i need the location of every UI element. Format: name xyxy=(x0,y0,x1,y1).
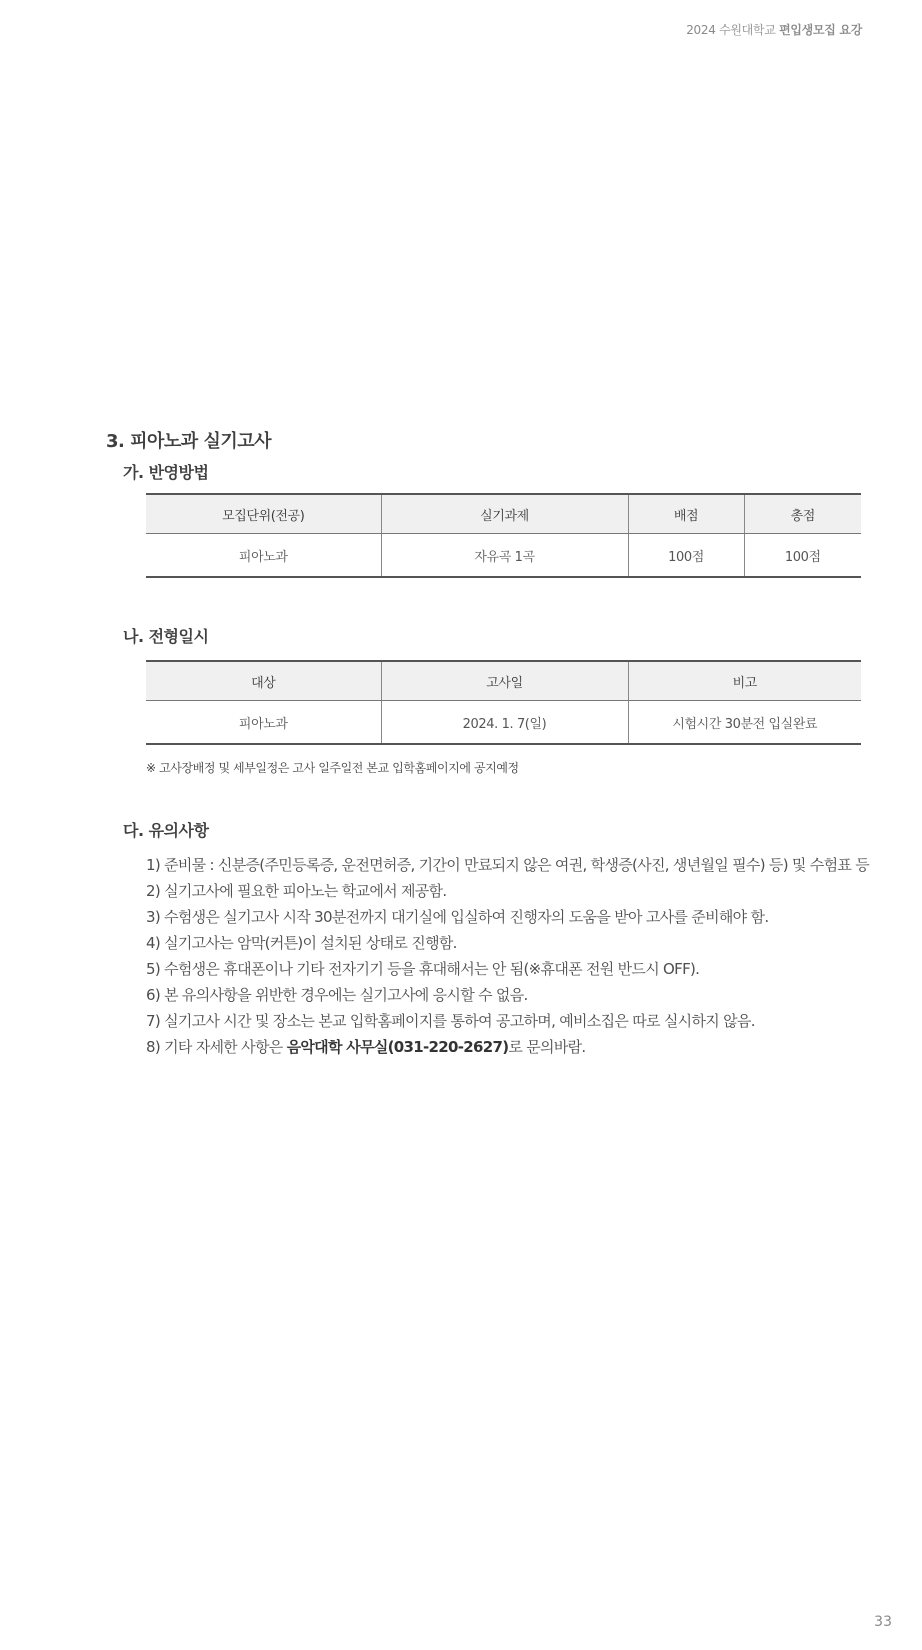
column-header: 고사일 xyxy=(381,661,628,701)
table-cell: 100점 xyxy=(744,534,861,578)
table-cell: 2024. 1. 7(일) xyxy=(381,701,628,745)
page-number: 33 xyxy=(874,1614,892,1630)
table-cell: 100점 xyxy=(628,534,744,578)
contact-info: 음악대학 사무실(031-220-2627) xyxy=(286,1038,509,1056)
subsection-b-title: 나. 전형일시 xyxy=(123,627,209,646)
list-item: 6) 본 유의사항을 위반한 경우에는 실기고사에 응시할 수 없음. xyxy=(146,986,528,1004)
subsection-a-title: 가. 반영방법 xyxy=(123,463,209,482)
list-item-suffix: 로 문의바람. xyxy=(508,1038,586,1056)
list-item: 3) 수험생은 실기고사 시작 30분전까지 대기실에 입실하여 진행자의 도움을 받아 고사를 준비해야 함. xyxy=(146,908,769,926)
section-title: 3. 피아노과 실기고사 xyxy=(106,431,271,452)
schedule-table xyxy=(146,660,861,745)
subsection-c-title: 다. 유의사항 xyxy=(123,821,209,840)
list-item xyxy=(146,1034,869,1060)
table-header-row xyxy=(146,661,861,701)
evaluation-method-table xyxy=(146,493,861,578)
list-item: 4) 실기고사는 암막(커튼)이 설치된 상태로 진행함. xyxy=(146,934,457,952)
precautions-list xyxy=(146,852,869,1060)
table-row xyxy=(146,534,861,578)
table-cell: 자유곡 1곡 xyxy=(381,534,628,578)
table-header-row xyxy=(146,494,861,534)
column-header: 실기과제 xyxy=(381,494,628,534)
table-cell: 시험시간 30분전 입실완료 xyxy=(628,701,861,745)
table-cell: 피아노과 xyxy=(146,701,381,745)
column-header: 배점 xyxy=(628,494,744,534)
table-row xyxy=(146,701,861,745)
list-item: 2) 실기고사에 필요한 피아노는 학교에서 제공함. xyxy=(146,882,447,900)
list-item: 7) 실기고사 시간 및 장소는 본교 입학홈페이지를 통하여 공고하며, 예비소집은 따로 실시하지 않음. xyxy=(146,1012,755,1030)
column-header: 모집단위(전공) xyxy=(146,494,381,534)
schedule-note: ※ 고사장배정 및 세부일정은 고사 일주일전 본교 입학홈페이지에 공지예정 xyxy=(146,761,519,775)
running-header xyxy=(686,21,862,38)
list-item-prefix: 8) 기타 자세한 사항은 xyxy=(146,1038,287,1056)
column-header: 비고 xyxy=(628,661,861,701)
header-prefix: 2024 수원대학교 xyxy=(686,23,776,37)
list-item: 5) 수험생은 휴대폰이나 기타 전자기기 등을 휴대해서는 안 됨(※휴대폰 전원 반드시 OFF). xyxy=(146,960,700,978)
column-header: 총점 xyxy=(744,494,861,534)
column-header: 대상 xyxy=(146,661,381,701)
table-cell: 피아노과 xyxy=(146,534,381,578)
list-item: 1) 준비물 : 신분증(주민등록증, 운전면허증, 기간이 만료되지 않은 여권, 학생증(사진, 생년월일 필수) 등) 및 수험표 등 xyxy=(146,856,870,874)
header-title: 편입생모집 요강 xyxy=(779,23,862,37)
